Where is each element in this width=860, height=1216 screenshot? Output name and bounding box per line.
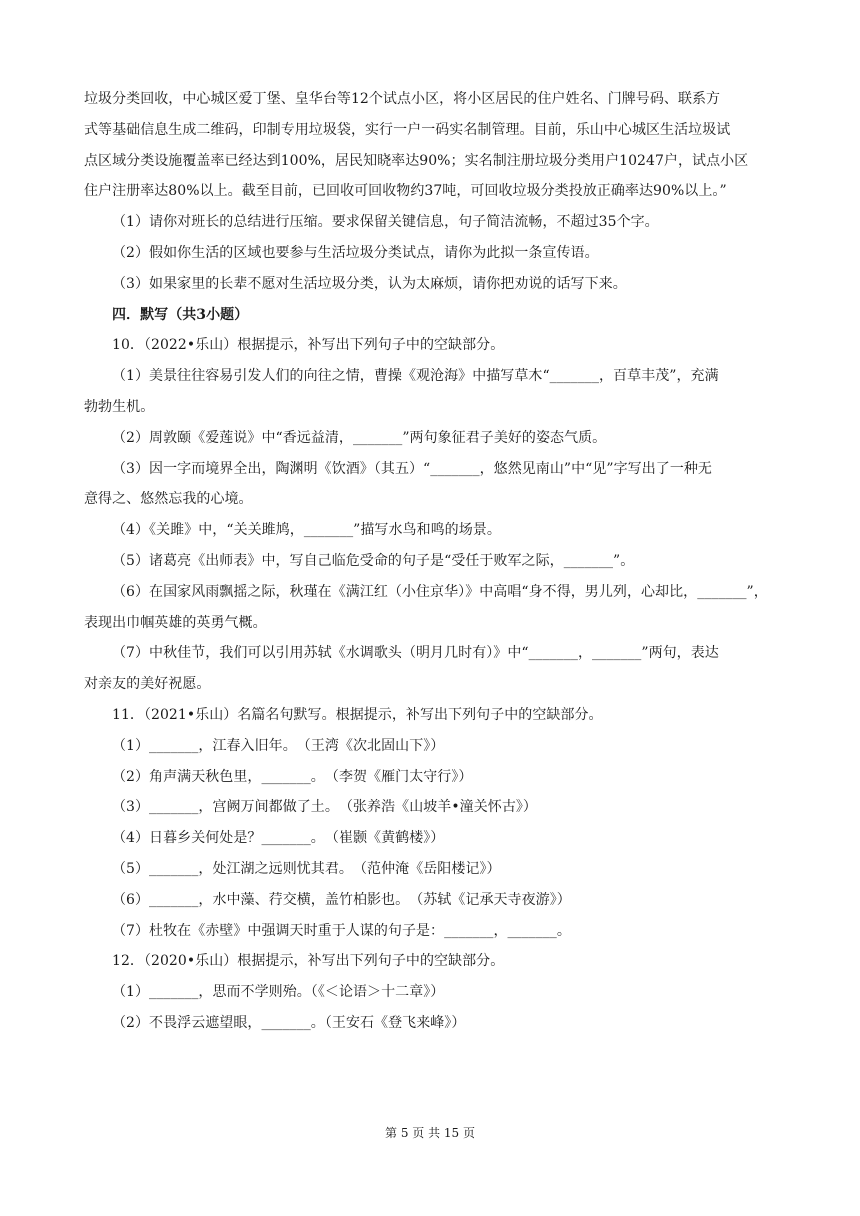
- text-line: （4）《关雎》中，“关关雎鸠，_______”描写水鸟和鸣的场景。: [112, 522, 501, 539]
- text-line: （1）请你对班长的总结进行压缩。要求保留关键信息，句子简洁流畅，不超过35个字。: [112, 214, 659, 231]
- text-line: （3）因一字而境界全出，陶渊明《饮酒》（其五）“_______，悠然见南山”中“见”字写出了一种无: [112, 460, 712, 477]
- section-heading: 四．默写（共3小题）: [112, 306, 249, 323]
- text-line: （7）中秋佳节，我们可以引用苏轼《水调歌头（明月几时有）》中“_______，_______”两句，表达: [112, 645, 719, 662]
- text-line: 10．（2022•乐山）根据提示，补写出下列句子中的空缺部分。: [112, 337, 505, 354]
- text-line: （7）杜牧在《赤壁》中强调天时重于人谋的句子是：_______，_______。: [112, 922, 571, 939]
- page-footer: 第 5 页 共 15 页: [385, 1126, 475, 1140]
- text-line: （1）美景往往容易引发人们的向往之情，曹操《观沧海》中描写草木“_______，百草丰茂”，充满: [112, 368, 719, 385]
- text-line: 点区域分类设施覆盖率已经达到100%，居民知晓率达90%；实名制注册垃圾分类用户10247户，试点小区: [84, 152, 749, 169]
- text-line: （3）如果家里的长辈不愿对生活垃圾分类，认为太麻烦，请你把劝说的话写下来。: [112, 275, 627, 292]
- text-line: （4）日暮乡关何处是？_______。 （崔颢《黄鹤楼》）: [112, 830, 445, 847]
- text-line: 意得之、悠然忘我的心境。: [84, 491, 253, 508]
- text-line: 11．（2021•乐山）名篇名句默写。根据提示，补写出下列句子中的空缺部分。: [112, 706, 603, 723]
- text-line: （5）_______，处江湖之远则忧其君。 （范仲淹《岳阳楼记》）: [112, 860, 501, 877]
- text-line: 住户注册率达80%以上。截至目前，已回收可回收物约37吨，可回收垃圾分类投放正确率达90%以上。”: [84, 183, 727, 200]
- text-line: 勃勃生机。: [84, 398, 155, 415]
- text-line: （1）_______，思而不学则殆。（《＜论语＞十二章》）: [112, 984, 445, 1001]
- text-line: （2）不畏浮云遮望眼，_______。（王安石《登飞来峰》）: [112, 1014, 466, 1031]
- text-line: （1）_______，江春入旧年。 （王湾《次北固山下》）: [112, 737, 445, 754]
- text-line: 垃圾分类回收，中心城区爱丁堡、皇华台等12个试点小区，将小区居民的住户姓名、门牌号码、联系方: [84, 91, 721, 107]
- text-line: 12．（2020•乐山）根据提示，补写出下列句子中的空缺部分。: [112, 953, 505, 970]
- text-line: （6）_______，水中藻、荇交横，盖竹柏影也。 （苏轼《记承天寺夜游》）: [112, 891, 571, 908]
- text-line: （6）在国家风雨飘摇之际，秋瑾在《满江红（小住京华）》中高唱“身不得，男儿列，心却比，_______”，: [112, 583, 768, 600]
- text-line: （2）假如你生活的区域也要参与生活垃圾分类试点，请你为此拟一条宣传语。: [112, 244, 599, 261]
- text-line: （3）_______，宫阙万间都做了土。 （张养浩《山坡羊•潼关怀古》）: [112, 799, 537, 816]
- text-line: 式等基础信息生成二维码，印制专用垃圾袋，实行一户一码实名制管理。目前，乐山中心城区生活垃圾试: [84, 121, 731, 138]
- text-line: （5）诸葛亮《出师表》中，写自己临危受命的句子是“受任于败军之际，_______”。: [112, 552, 635, 569]
- page-content: [84, 84, 784, 1039]
- text-line: 表现出巾帼英雄的英勇气概。: [84, 614, 267, 631]
- text-line: （2）周敦颐《爱莲说》中“香远益清，_______”两句象征君子美好的姿态气质。: [112, 429, 607, 446]
- text-line: 对亲友的美好祝愿。: [84, 676, 211, 693]
- text-line: （2）角声满天秋色里，_______。 （李贺《雁门太守行》）: [112, 768, 473, 785]
